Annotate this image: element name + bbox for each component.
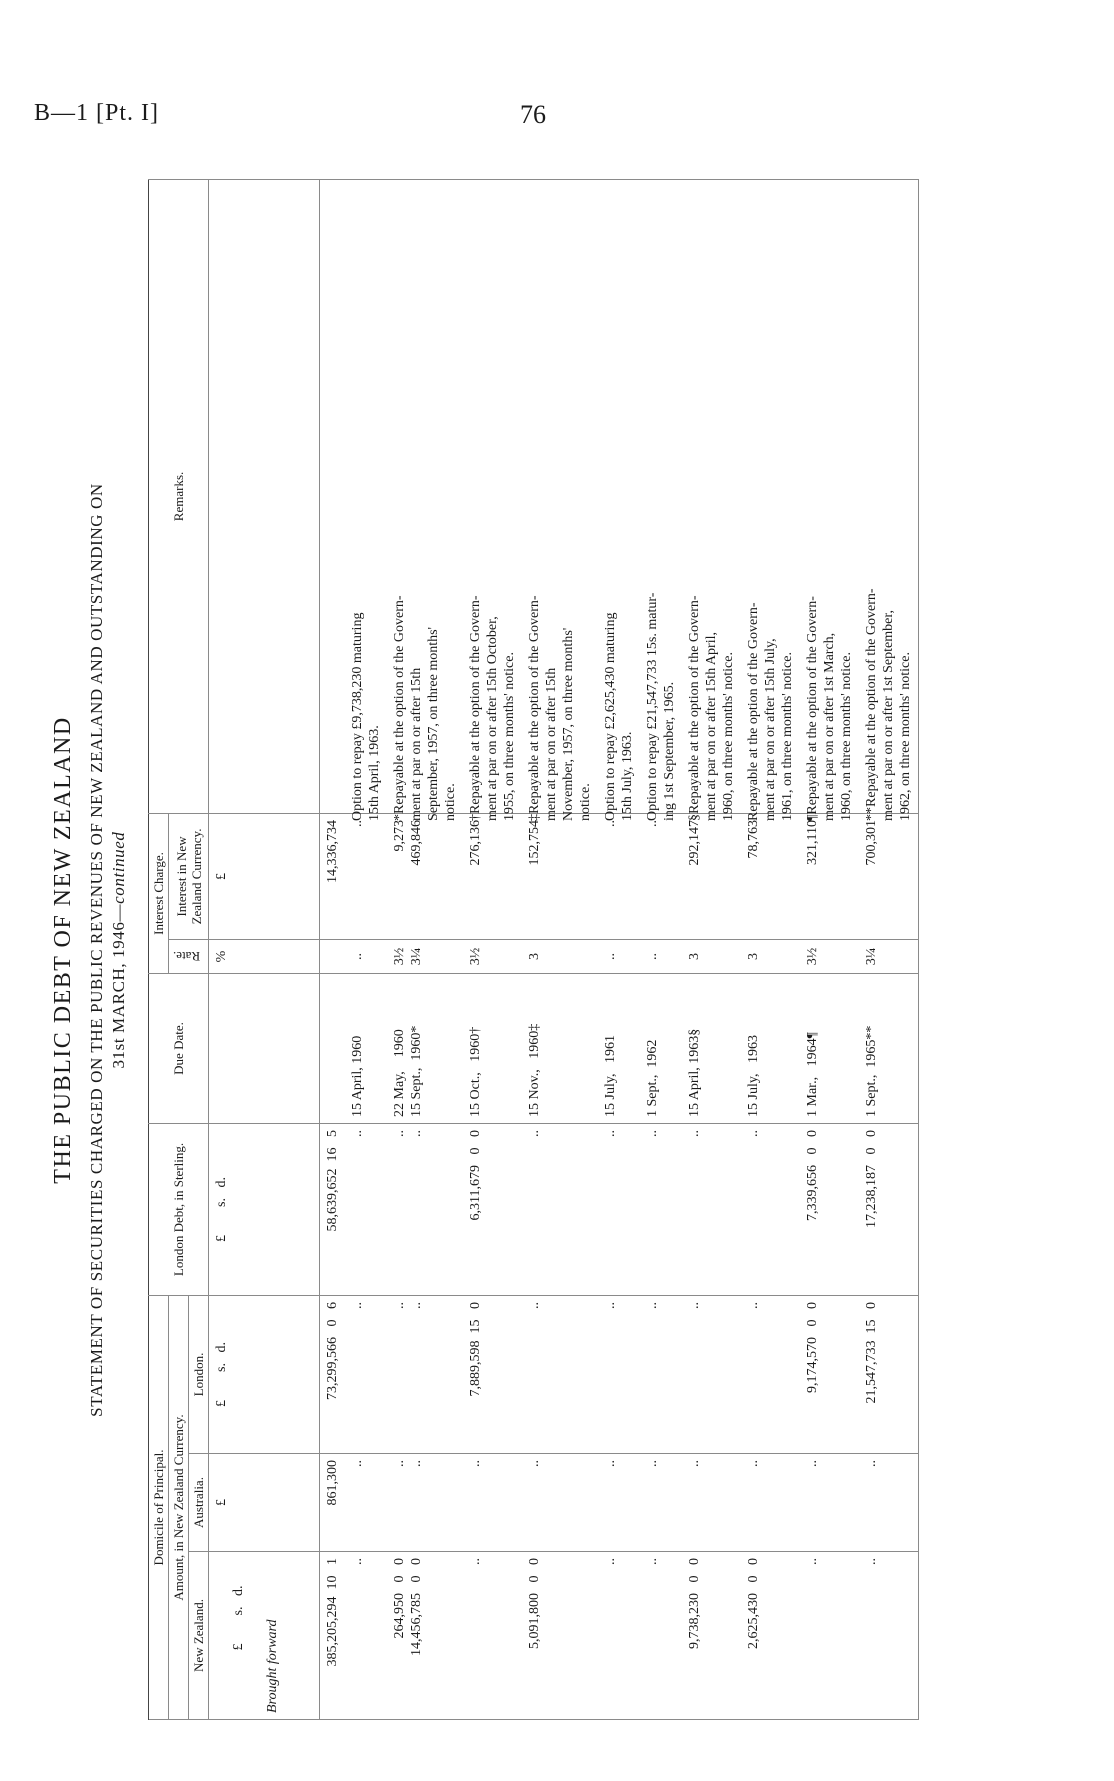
cell-london-debt: .. ..	[387, 1123, 463, 1295]
cell-remarks	[320, 179, 346, 813]
remarks-line: 1960, on three months' notice.	[839, 652, 854, 821]
cell-remarks	[859, 179, 919, 821]
cell-rate: ..	[345, 939, 387, 973]
cell-new-zealand: ..	[598, 1552, 640, 1720]
cell-due-date: 1 Mar., 1964¶	[800, 973, 859, 1123]
header-australia: Australia.	[189, 1454, 209, 1552]
remarks-line: ment at par on or after 15th July,	[763, 638, 778, 821]
cell-london-debt: ..	[345, 1123, 387, 1295]
cell-due-date: 22 May, 1960 15 Sept., 1960*	[387, 973, 463, 1123]
table-row	[345, 179, 387, 1719]
table-row	[320, 179, 346, 1719]
cell-australia: ..	[345, 1454, 387, 1552]
cell-australia: ..	[640, 1454, 682, 1552]
remarks-line: ment at par on or after 1st September,	[881, 610, 896, 821]
cell-new-zealand: ..	[345, 1552, 387, 1720]
cell-due-date: 15 July, 1961	[598, 973, 640, 1123]
cell-australia: ..	[463, 1454, 522, 1552]
unit-due	[209, 973, 320, 1123]
remarks-line: 1961, on three months' notice.	[780, 652, 795, 821]
cell-remarks	[741, 179, 800, 821]
remarks-line: ment at par on or after 15th	[409, 667, 424, 821]
cell-new-zealand: ..	[640, 1552, 682, 1720]
cell-london: 9,174,570 0 0	[800, 1295, 859, 1453]
table-row	[640, 179, 682, 1719]
remarks-line: ing 1st September, 1965.	[662, 681, 677, 821]
remarks-line: †Repayable at the option of the Govern-	[468, 595, 483, 821]
cell-remarks	[800, 179, 859, 821]
cell-interest: 321,110	[800, 813, 859, 939]
rotated-table-area	[50, 180, 1070, 1720]
cell-due-date: 1 Sept., 1962	[640, 973, 682, 1123]
cell-due-date: 15 April, 1960	[345, 973, 387, 1123]
cell-remarks	[682, 179, 741, 821]
remarks-line: Option to repay £2,625,430 maturing	[603, 612, 618, 821]
header-london-debt: London Debt, in Sterling.	[149, 1123, 209, 1295]
cell-london-debt: 6,311,679 0 0	[463, 1123, 522, 1295]
table-row	[463, 179, 522, 1719]
cell-new-zealand: 385,205,294 10 1	[320, 1552, 346, 1720]
cell-due-date: 15 Nov., 1960‡	[522, 973, 598, 1123]
cell-remarks	[345, 179, 387, 821]
sub-title	[86, 180, 130, 1720]
cell-remarks	[463, 179, 522, 821]
remarks-line: notice.	[443, 783, 458, 821]
cell-london-debt: ..	[682, 1123, 741, 1295]
table-row	[741, 179, 800, 1719]
unit-nz-text: £ s. d.	[231, 1585, 246, 1651]
table-row	[682, 179, 741, 1719]
cell-new-zealand: 2,625,430 0 0	[741, 1552, 800, 1720]
table-row	[859, 179, 919, 1719]
cell-london: ..	[522, 1295, 598, 1453]
cell-due-date: 15 July, 1963	[741, 973, 800, 1123]
cell-london: .. ..	[387, 1295, 463, 1453]
cell-new-zealand: 9,738,230 0 0	[682, 1552, 741, 1720]
brought-forward: Brought forward	[265, 1619, 280, 1713]
unit-int: £	[209, 813, 320, 939]
main-title: THE PUBLIC DEBT OF NEW ZEALAND	[50, 716, 76, 1184]
remarks-line: 1962, on three months' notice.	[898, 652, 913, 821]
remarks-line: §Repayable at the option of the Govern-	[687, 595, 702, 821]
cell-london: 7,889,598 15 0	[463, 1295, 522, 1453]
unit-london: £ s. d.	[209, 1295, 320, 1453]
table-row	[800, 179, 859, 1719]
remarks-line: notice.	[578, 783, 593, 821]
remarks-line: 1960, on three months' notice.	[721, 652, 736, 821]
units-row	[209, 179, 320, 1719]
table-row	[598, 179, 640, 1719]
cell-remarks	[598, 179, 640, 821]
cell-london: ..	[682, 1295, 741, 1453]
cell-rate: 3¼	[859, 939, 919, 973]
remarks-line: ment at par on or after 1st March,	[822, 632, 837, 821]
cell-interest: ..	[345, 813, 387, 939]
cell-london: 21,547,733 15 0	[859, 1295, 919, 1453]
header-rate	[169, 939, 209, 973]
cell-london: ..	[640, 1295, 682, 1453]
remarks-line: Repayable at the option of the Govern-	[746, 602, 761, 821]
remarks-line: ment at par on or after 15th April,	[704, 632, 719, 821]
cell-due-date	[320, 973, 346, 1123]
table-row	[522, 179, 598, 1719]
cell-london: ..	[345, 1295, 387, 1453]
cell-london-debt: 58,639,652 16 5	[320, 1123, 346, 1295]
page-reference: B—1 [Pt. I]	[34, 100, 159, 126]
header-due-date: Due Date.	[149, 973, 209, 1123]
cell-interest: ..	[640, 813, 682, 939]
unit-remarks	[209, 179, 320, 813]
unit-lsd: £ s. d.	[209, 1123, 320, 1295]
cell-remarks	[522, 179, 598, 821]
cell-london: 73,299,566 0 6	[320, 1295, 346, 1453]
cell-new-zealand: ..	[800, 1552, 859, 1720]
remarks-line: *Repayable at the option of the Govern-	[392, 595, 407, 821]
cell-new-zealand: 264,950 0 0 14,456,785 0 0	[387, 1552, 463, 1720]
cell-australia: ..	[859, 1454, 919, 1552]
cell-due-date: 15 Oct., 1960†	[463, 973, 522, 1123]
unit-rate: %	[209, 939, 320, 973]
cell-interest: 700,301	[859, 813, 919, 939]
remarks-line: ment at par on or after 15th October,	[485, 616, 500, 821]
cell-australia: 861,300	[320, 1454, 346, 1552]
cell-rate: ..	[598, 939, 640, 973]
cell-london-debt: ..	[640, 1123, 682, 1295]
header-amount-nz: Amount, in New Zealand Currency.	[169, 1295, 189, 1719]
cell-interest: 78,763	[741, 813, 800, 939]
header-domicile: Domicile of Principal.	[149, 1295, 169, 1719]
page-header	[0, 100, 1114, 140]
cell-london: ..	[741, 1295, 800, 1453]
cell-rate	[320, 939, 346, 973]
titles	[50, 180, 142, 1720]
remarks-line: September, 1957, on three months'	[426, 626, 441, 821]
cell-australia: ..	[741, 1454, 800, 1552]
cell-rate: 3	[522, 939, 598, 973]
page-number: 76	[520, 100, 546, 129]
cell-australia: .. ..	[387, 1454, 463, 1552]
remarks-line: Option to repay £21,547,733 15s. matur-	[645, 592, 660, 821]
sub-title-line2: 31st MARCH, 1946—	[109, 903, 128, 1069]
remarks-line: Option to repay £9,738,230 maturing	[350, 612, 365, 821]
remarks-line: 1955, on three months' notice.	[502, 652, 517, 821]
header-new-zealand: New Zealand.	[189, 1552, 209, 1720]
sub-title-line1: STATEMENT OF SECURITIES CHARGED ON THE PUBLIC REVENUES OF NEW ZEALAND AND OUTSTANDING ON	[87, 483, 106, 1417]
cell-rate: ..	[640, 939, 682, 973]
cell-interest: 9,273 469,846	[387, 813, 463, 939]
cell-london-debt: 7,339,656 0 0	[800, 1123, 859, 1295]
sub-title-continued: continued	[109, 831, 128, 904]
cell-london-debt: 17,238,187 0 0	[859, 1123, 919, 1295]
cell-rate: 3	[682, 939, 741, 973]
cell-rate: 3½	[463, 939, 522, 973]
cell-london-debt: ..	[522, 1123, 598, 1295]
cell-london-debt: ..	[598, 1123, 640, 1295]
remarks-line: 15th April, 1963.	[367, 725, 382, 821]
remarks-line: 15th July, 1963.	[620, 731, 635, 821]
cell-australia: ..	[522, 1454, 598, 1552]
debt-table	[148, 179, 919, 1720]
cell-due-date: 15 April, 1963§	[682, 973, 741, 1123]
cell-remarks	[387, 179, 463, 821]
cell-interest: 292,147	[682, 813, 741, 939]
cell-london: ..	[598, 1295, 640, 1453]
cell-rate: 3	[741, 939, 800, 973]
header-london: London.	[189, 1295, 209, 1453]
remarks-line: November, 1957, on three months'	[561, 627, 576, 821]
table-row	[387, 179, 463, 1719]
cell-due-date: 1 Sept., 1965**	[859, 973, 919, 1123]
cell-new-zealand: ..	[859, 1552, 919, 1720]
header-interest-nz: Interest in New Zealand Currency.	[169, 813, 209, 939]
remarks-line: ‡Repayable at the option of the Govern-	[527, 595, 542, 821]
cell-new-zealand: ..	[463, 1552, 522, 1720]
cell-remarks	[640, 179, 682, 821]
cell-rate: 3½ 3¼	[387, 939, 463, 973]
cell-rate: 3½	[800, 939, 859, 973]
header-remarks: Remarks.	[149, 179, 209, 813]
cell-australia: ..	[682, 1454, 741, 1552]
header-rate-text: Rate.	[173, 948, 201, 964]
unit-aus: £	[209, 1454, 320, 1552]
remarks-line: ment at par on or after 15th	[544, 667, 559, 821]
header-interest-charge: Interest Charge.	[149, 813, 169, 973]
cell-new-zealand: 5,091,800 0 0	[522, 1552, 598, 1720]
cell-interest: 152,754	[522, 813, 598, 939]
table-rows	[320, 179, 919, 1719]
cell-london-debt: ..	[741, 1123, 800, 1295]
cell-interest: 276,136	[463, 813, 522, 939]
cell-interest: 14,336,734	[320, 813, 346, 939]
remarks-line: **Repayable at the option of the Govern-	[864, 588, 879, 821]
cell-interest: ..	[598, 813, 640, 939]
cell-australia: ..	[800, 1454, 859, 1552]
cell-australia: ..	[598, 1454, 640, 1552]
remarks-line: ¶Repayable at the option of the Govern-	[805, 596, 820, 821]
unit-nz	[209, 1552, 320, 1720]
